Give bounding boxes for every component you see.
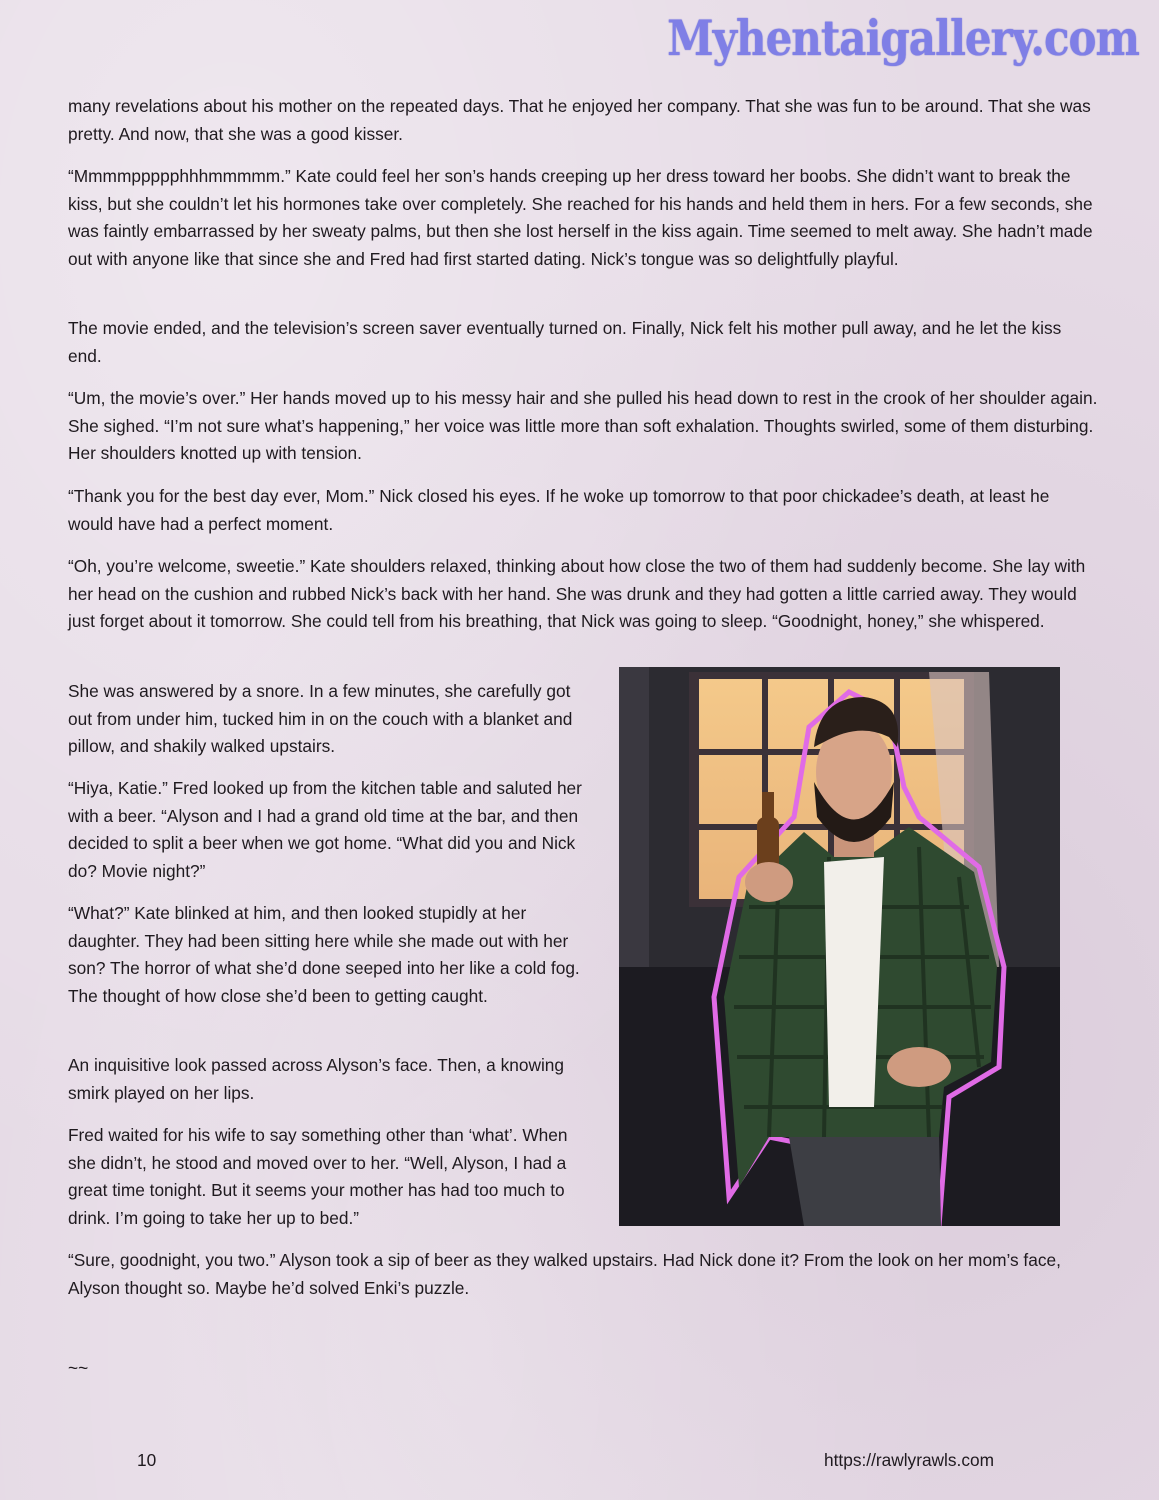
paragraph: “Mmmmppppphhhmmmmm.” Kate could feel her son’s hands creeping up her dress toward her boobs. She didn’t want to break the kiss, but she couldn’t let his hormones take over completely. She reached for his hands and held them in hers. For a few seconds, she was faintly embarrassed by her sweaty palms, but then she lost herself in the kiss again. Time seemed to melt away. She hadn’t made out with anyone like that since she and Fred had first started dating. Nick’s tongue was so delightfully playful. — [68, 166, 1093, 269]
paragraph: “Um, the movie’s over.” Her hands moved up to his messy hair and she pulled his head down to rest in the crook of her shoulder again. She sighed. “I’m not sure what’s happening,” her voice was little more than soft exhalation. Thoughts swirled, some of them disturbing. Her shoulders knotted up with tension. — [68, 388, 1098, 463]
paragraph: “Sure, goodnight, you two.” Alyson took a sip of beer as they walked upstairs. Had Nick done it? From the look on her mom’s face, Alyson thought so. Maybe he’d solved Enki’s puzzle. — [68, 1250, 1061, 1298]
paragraph: “Thank you for the best day ever, Mom.” Nick closed his eyes. If he woke up tomorrow to that poor chickadee’s death, at least he would have had a perfect moment. — [68, 486, 1050, 534]
page-number: 10 — [137, 1450, 157, 1470]
paragraph: many revelations about his mother on the repeated days. That he enjoyed her company. That she was fun to be around. That she was pretty. And now, that she was a good kisser. — [68, 96, 1091, 144]
paragraph: “Hiya, Katie.” Fred looked up from the kitchen table and saluted her with a beer. “Alyson and I had a grand old time at the bar, and then decided to split a beer when we got home. “What did you and Nick do? Movie night?” — [68, 778, 582, 881]
section-break: ~~ — [68, 1358, 89, 1378]
footer-url[interactable]: https://rawlyrawls.com — [824, 1450, 994, 1470]
paragraph: “What?” Kate blinked at him, and then looked stupidly at her daughter. They had been sitting here while she made out with her son? The horror of what she’d done seeped into her like a cold fog. The thought of how close she’d been to getting caught. — [68, 903, 580, 1006]
character-illustration — [619, 667, 1060, 1226]
paragraph: The movie ended, and the television’s screen saver eventually turned on. Finally, Nick felt his mother pull away, and he let the kiss end. — [68, 318, 1062, 366]
watermark: Myhentaigallery.com — [667, 10, 1139, 67]
paragraph: She was answered by a snore. In a few minutes, she carefully got out from under him, tucked him in on the couch with a blanket and pillow, and shakily walked upstairs. — [68, 681, 573, 756]
paragraph: Fred waited for his wife to say something other than ‘what’. When she didn’t, he stood and moved over to her. “Well, Alyson, I had a great time tonight. But it seems your mother has had too much to drink. I’m going to take her up to bed.” — [68, 1125, 568, 1228]
paragraph: An inquisitive look passed across Alyson’s face. Then, a knowing smirk played on her lips. — [68, 1055, 564, 1103]
paragraph: “Oh, you’re welcome, sweetie.” Kate shoulders relaxed, thinking about how close the two of them had suddenly become. She lay with her head on the cushion and rubbed Nick’s back with her hand. She was drunk and they had gotten a little carried away. They would just forget about it tomorrow. She could tell from his breathing, that Nick was going to sleep. “Goodnight, honey,” she whispered. — [68, 556, 1086, 631]
